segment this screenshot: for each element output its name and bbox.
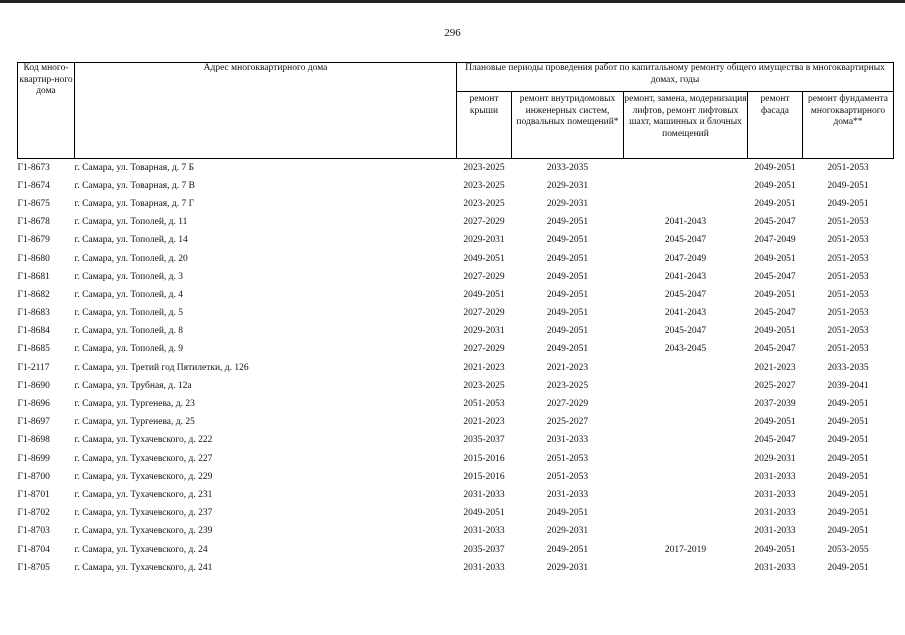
cell-engineering-period: 2049-2051 [546, 308, 589, 319]
table-row [18, 359, 894, 377]
cell-roof-period: 2031-2033 [463, 562, 505, 573]
cell-facade-period: 2049-2051 [754, 289, 796, 300]
cell-address: г. Самара, ул. Товарная, д. 7 Б [74, 162, 195, 173]
top-border-rule [0, 0, 905, 3]
cell-facade-period: 2049-2051 [754, 326, 796, 337]
cell-elevator-period [624, 431, 748, 449]
cell-elevator-period: 2017-2019 [664, 544, 707, 555]
cell-engineering-period: 2031-2033 [546, 489, 589, 500]
cell-elevator-period [624, 395, 748, 413]
header-periods-group: Плановые периоды проведения работ по капитальному ремонту общего имущества в многоквартирных домах, годы [457, 63, 894, 92]
cell-foundation-period: 2051-2053 [827, 235, 869, 246]
cell-foundation-period: 2051-2053 [827, 271, 869, 282]
cell-roof-period: 2021-2023 [463, 417, 505, 428]
table-row [18, 159, 894, 177]
cell-engineering-period: 2049-2051 [546, 289, 589, 300]
cell-roof-period: 2027-2029 [463, 344, 505, 355]
cell-facade-period: 2045-2047 [754, 217, 796, 228]
cell-facade-period: 2049-2051 [754, 253, 796, 264]
cell-house-code: Г1-8700 [17, 471, 50, 482]
cell-facade-period: 2025-2027 [754, 380, 796, 391]
cell-roof-period: 2029-2031 [463, 235, 505, 246]
cell-foundation-period: 2049-2051 [827, 198, 869, 209]
table-row [18, 450, 894, 468]
cell-address: г. Самара, ул. Тополей, д. 8 [74, 326, 184, 337]
cell-engineering-period: 2029-2031 [546, 180, 589, 191]
cell-foundation-period: 2033-2035 [827, 362, 869, 373]
cell-engineering-period: 2027-2029 [546, 399, 589, 410]
cell-foundation-period: 2051-2053 [827, 326, 869, 337]
table-row [18, 213, 894, 231]
cell-house-code: Г1-8682 [17, 289, 50, 300]
cell-foundation-period: 2049-2051 [827, 399, 869, 410]
cell-facade-period: 2049-2051 [754, 180, 796, 191]
cell-elevator-period [624, 159, 748, 177]
cell-address: г. Самара, ул. Тухачевского, д. 237 [74, 508, 213, 519]
cell-roof-period: 2031-2033 [463, 526, 505, 537]
cell-engineering-period: 2029-2031 [546, 198, 589, 209]
cell-elevator-period [624, 195, 748, 213]
cell-elevator-period: 2047-2049 [664, 253, 707, 264]
cell-address: г. Самара, ул. Тухачевского, д. 239 [74, 526, 213, 537]
table-row [18, 540, 894, 558]
cell-facade-period: 2021-2023 [754, 362, 796, 373]
cell-facade-period: 2045-2047 [754, 308, 796, 319]
cell-house-code: Г1-8698 [17, 435, 50, 446]
cell-address: г. Самара, ул. Тополей, д. 5 [74, 308, 184, 319]
cell-house-code: Г1-8697 [17, 417, 50, 428]
cell-house-code: Г1-8696 [17, 399, 50, 410]
cell-address: г. Самара, ул. Тополей, д. 9 [74, 344, 184, 355]
cell-foundation-period: 2039-2041 [827, 380, 869, 391]
cell-address: г. Самара, ул. Тухачевского, д. 227 [74, 453, 213, 464]
cell-roof-period: 2015-2016 [463, 471, 505, 482]
cell-engineering-period: 2029-2031 [546, 562, 589, 573]
cell-elevator-period: 2041-2043 [664, 217, 707, 228]
cell-engineering-period: 2049-2051 [546, 271, 589, 282]
cell-address: г. Самара, ул. Тухачевского, д. 24 [74, 544, 208, 555]
cell-address: г. Самара, ул. Тополей, д. 4 [74, 289, 184, 300]
cell-elevator-period: 2043-2045 [664, 344, 707, 355]
cell-facade-period: 2047-2049 [754, 235, 796, 246]
cell-house-code: Г1-8678 [17, 217, 50, 228]
cell-address: г. Самара, ул. Тополей, д. 20 [74, 253, 188, 264]
table-row [18, 504, 894, 522]
cell-roof-period: 2035-2037 [463, 435, 505, 446]
cell-house-code: Г1-8690 [17, 380, 50, 391]
cell-facade-period: 2031-2033 [754, 526, 796, 537]
cell-foundation-period: 2049-2051 [827, 417, 869, 428]
cell-address: г. Самара, ул. Тополей, д. 14 [74, 235, 188, 246]
cell-house-code: Г1-2117 [17, 362, 50, 373]
cell-address: г. Самара, ул. Тополей, д. 11 [74, 217, 188, 228]
header-foundation-repair: ремонт фундамента многоквартирного дома** [803, 92, 894, 159]
cell-engineering-period: 2049-2051 [546, 326, 589, 337]
header-roof-repair: ремонт крыши [457, 92, 512, 159]
cell-foundation-period: 2049-2051 [827, 453, 869, 464]
cell-facade-period: 2049-2051 [754, 162, 796, 173]
cell-elevator-period [624, 377, 748, 395]
cell-roof-period: 2023-2025 [463, 380, 505, 391]
cell-house-code: Г1-8684 [17, 326, 50, 337]
cell-facade-period: 2045-2047 [754, 435, 796, 446]
cell-foundation-period: 2049-2051 [827, 508, 869, 519]
cell-foundation-period: 2051-2053 [827, 308, 869, 319]
cell-foundation-period: 2049-2051 [827, 562, 869, 573]
table-row [18, 486, 894, 504]
cell-roof-period: 2027-2029 [463, 271, 505, 282]
cell-roof-period: 2035-2037 [463, 544, 505, 555]
cell-foundation-period: 2049-2051 [827, 180, 869, 191]
cell-roof-period: 2027-2029 [463, 308, 505, 319]
cell-house-code: Г1-8703 [17, 526, 50, 537]
header-facade-repair: ремонт фасада [748, 92, 803, 159]
table-row [18, 322, 894, 340]
cell-engineering-period: 2031-2033 [546, 435, 589, 446]
table-row [18, 286, 894, 304]
cell-roof-period: 2021-2023 [463, 362, 505, 373]
cell-foundation-period: 2053-2055 [827, 544, 869, 555]
cell-foundation-period: 2049-2051 [827, 471, 869, 482]
cell-engineering-period: 2021-2023 [546, 362, 589, 373]
cell-address: г. Самара, ул. Тополей, д. 3 [74, 271, 184, 282]
cell-roof-period: 2049-2051 [463, 253, 505, 264]
cell-elevator-period [624, 413, 748, 431]
cell-house-code: Г1-8701 [17, 489, 50, 500]
cell-elevator-period: 2041-2043 [664, 308, 707, 319]
cell-engineering-period: 2049-2051 [546, 235, 589, 246]
cell-elevator-period: 2045-2047 [664, 326, 707, 337]
table-row [18, 431, 894, 449]
cell-facade-period: 2031-2033 [754, 562, 796, 573]
cell-facade-period: 2049-2051 [754, 198, 796, 209]
cell-address: г. Самара, ул. Тургенева, д. 23 [74, 399, 195, 410]
table-header [18, 63, 894, 159]
cell-facade-period: 2049-2051 [754, 544, 796, 555]
cell-roof-period: 2031-2033 [463, 489, 505, 500]
header-address: Адрес многоквартирного дома [75, 63, 457, 159]
table-row [18, 468, 894, 486]
cell-facade-period: 2029-2031 [754, 453, 796, 464]
table-row [18, 340, 894, 358]
cell-house-code: Г1-8699 [17, 453, 50, 464]
cell-foundation-period: 2051-2053 [827, 162, 869, 173]
cell-house-code: Г1-8702 [17, 508, 50, 519]
cell-roof-period: 2051-2053 [463, 399, 505, 410]
cell-foundation-period: 2049-2051 [827, 489, 869, 500]
table-row [18, 304, 894, 322]
cell-engineering-period: 2051-2053 [546, 453, 589, 464]
table-row [18, 177, 894, 195]
cell-engineering-period: 2033-2035 [546, 162, 589, 173]
table-row [18, 559, 894, 577]
table-body [18, 159, 894, 577]
cell-roof-period: 2023-2025 [463, 180, 505, 191]
cell-roof-period: 2015-2016 [463, 453, 505, 464]
cell-house-code: Г1-8673 [17, 162, 50, 173]
cell-foundation-period: 2051-2053 [827, 253, 869, 264]
cell-foundation-period: 2051-2053 [827, 289, 869, 300]
cell-foundation-period: 2049-2051 [827, 435, 869, 446]
cell-facade-period: 2031-2033 [754, 489, 796, 500]
table-row [18, 377, 894, 395]
cell-elevator-period: 2045-2047 [664, 289, 707, 300]
table-row [18, 522, 894, 540]
cell-address: г. Самара, ул. Тухачевского, д. 231 [74, 489, 213, 500]
cell-address: г. Самара, ул. Тухачевского, д. 241 [74, 562, 213, 573]
cell-engineering-period: 2049-2051 [546, 253, 589, 264]
cell-roof-period: 2023-2025 [463, 162, 505, 173]
cell-address: г. Самара, ул. Тургенева, д. 25 [74, 417, 195, 428]
cell-elevator-period [624, 486, 748, 504]
cell-facade-period: 2045-2047 [754, 344, 796, 355]
cell-engineering-period: 2049-2051 [546, 508, 589, 519]
cell-address: г. Самара, ул. Трубная, д. 12а [74, 380, 192, 391]
cell-address: г. Самара, ул. Товарная, д. 7 В [74, 180, 195, 191]
cell-facade-period: 2037-2039 [754, 399, 796, 410]
cell-roof-period: 2023-2025 [463, 198, 505, 209]
cell-house-code: Г1-8679 [17, 235, 50, 246]
cell-foundation-period: 2051-2053 [827, 217, 869, 228]
capital-repair-schedule-table [17, 62, 894, 577]
cell-house-code: Г1-8705 [17, 562, 50, 573]
table-row [18, 195, 894, 213]
cell-address: г. Самара, ул. Товарная, д. 7 Г [74, 198, 195, 209]
table-row [18, 249, 894, 267]
cell-engineering-period: 2025-2027 [546, 417, 589, 428]
cell-address: г. Самара, ул. Тухачевского, д. 222 [74, 435, 213, 446]
cell-foundation-period: 2051-2053 [827, 344, 869, 355]
cell-facade-period: 2031-2033 [754, 508, 796, 519]
cell-engineering-period: 2049-2051 [546, 544, 589, 555]
cell-elevator-period [624, 450, 748, 468]
cell-address: г. Самара, ул. Тухачевского, д. 229 [74, 471, 213, 482]
cell-facade-period: 2049-2051 [754, 417, 796, 428]
cell-foundation-period: 2049-2051 [827, 526, 869, 537]
cell-engineering-period: 2049-2051 [546, 217, 589, 228]
cell-engineering-period: 2029-2031 [546, 526, 589, 537]
header-engineering-systems-repair: ремонт внутридомовых инженерных систем, подвальных помещений* [512, 92, 624, 159]
cell-roof-period: 2029-2031 [463, 326, 505, 337]
cell-address: г. Самара, ул. Третий год Пятилетки, д. 126 [74, 362, 249, 373]
cell-house-code: Г1-8675 [17, 198, 50, 209]
table-row [18, 413, 894, 431]
cell-elevator-period [624, 522, 748, 540]
table-row [18, 268, 894, 286]
header-code: Код много-квартир-ного дома [18, 63, 75, 159]
cell-roof-period: 2049-2051 [463, 289, 505, 300]
cell-engineering-period: 2023-2025 [546, 380, 589, 391]
cell-house-code: Г1-8674 [17, 180, 50, 191]
table-row [18, 231, 894, 249]
cell-facade-period: 2045-2047 [754, 271, 796, 282]
cell-roof-period: 2027-2029 [463, 217, 505, 228]
cell-elevator-period: 2041-2043 [664, 271, 707, 282]
cell-engineering-period: 2051-2053 [546, 471, 589, 482]
cell-house-code: Г1-8680 [17, 253, 50, 264]
page-number: 296 [444, 27, 461, 39]
cell-house-code: Г1-8704 [17, 544, 50, 555]
cell-elevator-period: 2045-2047 [664, 235, 707, 246]
cell-house-code: Г1-8681 [17, 271, 50, 282]
cell-facade-period: 2031-2033 [754, 471, 796, 482]
cell-house-code: Г1-8683 [17, 308, 50, 319]
cell-elevator-period [624, 468, 748, 486]
cell-elevator-period [624, 559, 748, 577]
table-row [18, 395, 894, 413]
cell-engineering-period: 2049-2051 [546, 344, 589, 355]
cell-elevator-period [624, 177, 748, 195]
cell-roof-period: 2049-2051 [463, 508, 505, 519]
cell-house-code: Г1-8685 [17, 344, 50, 355]
header-elevator-repair: ремонт, замена, модернизация лифтов, ремонт лифтовых шахт, машинных и блочных помещений [624, 92, 748, 159]
cell-elevator-period [624, 359, 748, 377]
cell-elevator-period [624, 504, 748, 522]
